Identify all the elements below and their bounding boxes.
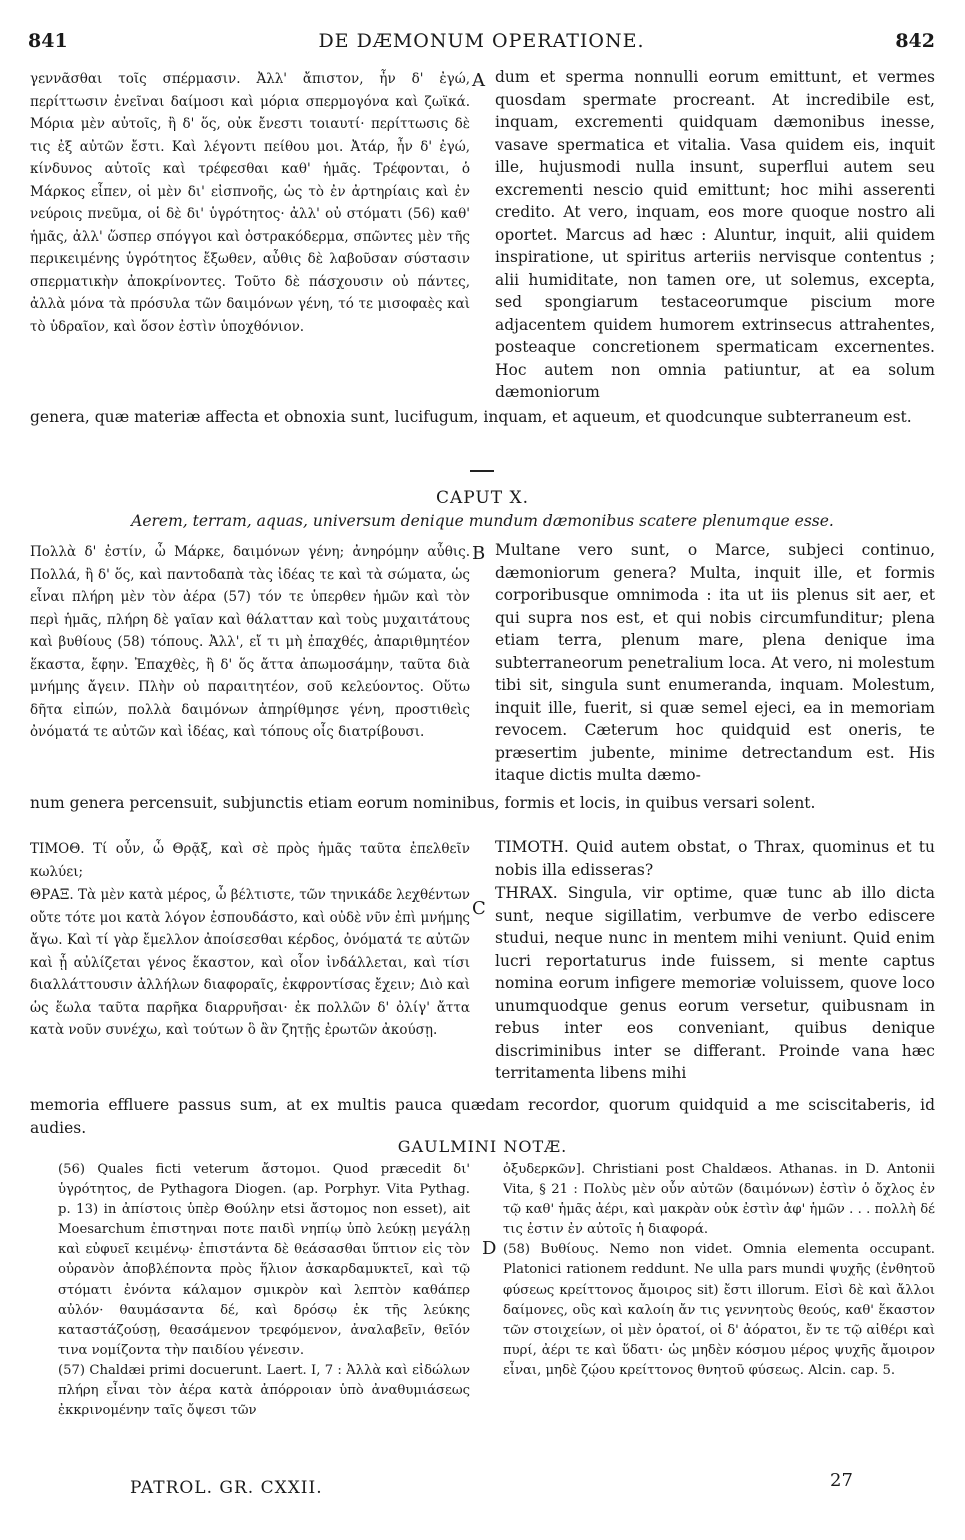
latin-text: dum et sperma nonnulli eorum emittunt, et vermes quosdam spermate procreant. At incredibile est, inquam, excrementi quidquam dæmonibus inesse, vasave spermatica et vitalia. Vasa quidem eis, inquit ille, hujusmodi nulla insunt, superflui autem seu excrementi nescio quid emittunt; hoc mihi asserenti credito. At vero, inquam, eos more quoque nostro ali oportet. Marcus ad hæc : Aluntur, inquit, alii quidem inspiratione, ut spiritus arteriis nervisque contentus ; alii humiditate, non tamen ore, ut solemus, excepta, sed spongiarum testaceorumque piscium more adjacentem quidem humorem extrinsecus attrahentes, posteaque concretionem spermaticam excernentes. Hoc autem non omnia patiuntur, at ea solum dæmoniorum [495,68,935,401]
greek-column-section-1 [30,68,470,428]
latin-full-width-section-2 [30,792,935,838]
greek-column-section-4 [30,884,470,1094]
footnote-57-continued: ὀξυδερκῶν]. Christiani post Chaldæos. Athanas. in D. Antonii Vita, § 21 : Πολὺς μὲν οὖν αὐτῶν (δαιμόνων) ἐστὶν ὁ ὄχλος ἐν τῷ καθ' ἡμᾶς ἀέρι, καὶ μακρὰν οὐκ ἐστὶν ἀφ' ἡμῶν . . . πολλὴ δέ τις ἐστιν ἐν αὐτοῖς ἡ διαφορά. [503,1162,935,1238]
latin-text-continued: genera, quæ materiæ affecta et obnoxia sunt, lucifugum, inquam, et aqueum, et quodcunque subterraneum est. [30,408,912,426]
running-title: DE DÆMONUM OPERATIONE. [318,30,645,52]
notes-heading: GAULMINI NOTÆ. [397,1137,568,1156]
greek-text: ΘΡΑΞ. Τὰ μὲν κατὰ μέρος, ὦ βέλτιστε, τῶν τηνικάδε λεχθέντων οὔτε τότε μοι κατὰ λόγον ἐσπουδάστο, καὶ οὐδὲ νῦν ἐπὶ μνήμης ἄγω. Καὶ τί γὰρ ἔμελλον ἀποίσεσθαι κέρδος, ὀνόματά τε αὐτῶν καὶ ᾗ αὐλίζεται γένος ἕκαστον, καὶ οἷον ἰνδάλλεται, καὶ τίσι διαλλάττουσιν ἀλλήλων διαφοραῖς, ἐκφροντίσας ἔχειν; Διὸ καὶ ὡς ἕωλα ταῦτα παρῆκα διαρρυῆσαι· ἐκ πολλῶν δ' ὀλίγ' ἄττα κατὰ νοῦν συνέχω, καὶ τούτων ὃ ἂν ζητῇς ἐρωτῶν ἀκούσῃ. [30,887,470,1038]
notes-right-column [503,1160,935,1460]
greek-text: γεννᾶσθαι τοῖς σπέρμασιν. Ἀλλ' ἄπιστον, ἦν δ' ἐγώ, περίττωσιν ἐνεῖναι δαίμοσι καὶ μόρια σπερμογόνα καὶ ζωϊκά. Μόρια μὲν αὐτοῖς, ἢ δ' ὅς, οὐκ ἔνεστι τοιαυτί· περίττωσις δὲ τις ἐξ αὐτῶν ἔστι. Καὶ λέγοντι πείθου μοι. Ἀτάρ, ἦν δ' ἐγώ, κίνδυνος αὐτοῖς καὶ τρέφεσθαι καθ' ἡμᾶς. Τρέφονται, ὁ Μάρκος εἶπεν, οἱ μὲν δι' εἰσπνοῆς, ὡς τὸ ἐν ἀρτηρίαις καὶ ἐν νεύροις πνεῦμα, οἱ δὲ δι' ὑγρότητος· ἀλλ' οὐ στόματι (56) καθ' ἡμᾶς, ἀλλ' ὥσπερ σπόγγοι καὶ ὀστρακόδερμα, σπῶντες μὲν τῆς περικειμένης ὑγρότητος ἔξωθεν, αὖθις δὲ λαβοῦσαν σύστασιν σπερματικὴν ἀποκρίνοντες. Τοῦτο δὲ πάσχουσιν οὐ πάντες, ἀλλὰ μόνα τὰ πρόσυλα τῶν δαιμόνων γένη, τό τε μισοφαὲς καὶ τὸ ὑδραῖον, καὶ ὅσον ἐστὶν ὑποχθόνιον. [30,71,470,335]
margin-marker-b: B [472,543,486,564]
footer-series-label: PATROL. GR. CXXII. [130,1478,323,1498]
running-header [28,30,935,60]
latin-full-width-section-1 [30,406,935,452]
page-number-right: 842 [895,30,935,52]
page-number-left: 841 [28,30,68,52]
latin-text: THRAX. Singula, vir optime, quæ tunc ab illo dicta sunt, neque sigillatim, verbumve de verbo ediscere studui, neque nunc in mentem mihi veniunt. Quid enim lucri reportaturus inde fuissem, si mente captus nomina eorum infigere memoriæ voluissem, quove loco unumquodque genus eorum versetur, quibusnam in rebus inter eos conveniant, quibus denique discriminibus inter se differant. Proinde vana hæc territamenta libens mihi [495,884,935,1082]
section-divider [470,470,494,472]
margin-marker-d: D [482,1238,497,1259]
latin-column-section-3 [495,836,935,882]
latin-text: Multane vero sunt, o Marce, subjeci continuo, dæmoniorum genera? Multa, inquit ille, et formis corporibusque omnimoda : ita ut iis plenus sit aer, et qui supra nos est, et qui nobis circumfunditur; plena etiam terra, plenum mare, plena denique ima subterraneorum penetralium loca. At vero, ni molestum tibi sit, singula sunt enumeranda, inquam. Molestum, inquit ille, fuerit, si quæ semel ejeci, ea in memoriam revocem. Cæterum hoc quidquid est oneris, te præsertim jubente, minime detrectandum est. His itaque dictis multa dæmo- [495,541,935,784]
latin-text: TIMOTH. Quid autem obstat, o Thrax, quominus et tu nobis illa edisseras? [495,838,935,879]
chapter-subtitle: Aerem, terram, aquas, universum denique mundum dæmonibus scatere plenumque esse. [131,512,834,530]
notes-left-column [58,1160,470,1460]
greek-column-section-3 [30,838,470,884]
margin-marker-a: A [472,70,485,91]
greek-text: Πολλὰ δ' ἐστίν, ὦ Μάρκε, δαιμόνων γένη; ἀνηρόμην αὖθις. Πολλά, ἢ δ' ὅς, καὶ παντοδαπὰ τὰς ἰδέας τε καὶ τὰ σώματα, ὡς εἶναι πλήρη μὲν τὸν ἀέρα (57) τόν τε ὑπερθεν ἡμῶν καὶ τὸν περὶ ἡμᾶς, πλήρη δὲ γαῖαν καὶ θάλατταν καὶ τοὺς μυχαιτάτους καὶ βυθίους (58) τόπους. Ἀλλ', εἴ τι μὴ ἐπαχθές, ἀπαριθμητέον ἕκαστα, ἔφην. Ἐπαχθὲς, ἢ δ' ὅς ἄττα ἀπωμοσάμην, ταῦτα διὰ μνήμης ἄγειν. Πλὴν οὐ παραιτητέον, σοῦ κελεύοντος. Οὕτω δῆτα εἰπών, πολλὰ δαιμόνων ἀπηρίθμησε γένη, προστιθεὶς ὀνόματά τε αὐτῶν καὶ ἰδέας, καὶ τόπους οἷς διατρίβουσι. [30,544,470,740]
latin-text-continued: memoria effluere passus sum, at ex multis pauca quædam recordor, quorum quidquid a me sciscitaberis, id audies. [30,1096,935,1137]
latin-column-section-4 [495,882,935,1092]
greek-text: ΤΙΜΟΘ. Τί οὖν, ὦ Θρᾷξ, καὶ σὲ πρὸς ἡμᾶς ταῦτα ἐπελθεῖν κωλύει; [30,841,470,880]
margin-marker-c: C [472,898,486,919]
latin-column-section-1 [495,66,935,406]
chapter-heading: CAPUT X. [436,488,529,508]
greek-column-section-2 [30,541,470,791]
footer-signature-number: 27 [830,1470,853,1491]
footnote-56: (56) Quales ficti veterum ἄστομοι. Quod præcedit δι' ὑγρότητος, de Pythagora Diogen. (ap. Porphyr. Vita Pythag. p. 13) in ἀπίστοις ὑπὲρ Θούλην etsi ἄστομος non esset), ait Moesarchum ἐπιστηναι ποτε παιδὶ νηπίῳ ὑπὸ λεύκῃ μεγάλῃ καὶ εὐφυεῖ κειμένῳ· ἐπιστάντα δὲ θεάσασθαι ὕπτιον εἰς τὸν οὐρανὸν ἀποβλέποντα πρὸς ἥλιον ἀσκαρδαμυκτεῖ, καὶ τῷ στόματι ἐνόντα κάλαμον σμικρὸν καὶ λεπτὸν καθάπερ αὐλόν· θαυμάσαντα δέ, καὶ δρόσῳ ἐκ τῆς λεύκης καταστάζούσῃ, θεασάμενον τρεφόμενον, ἀναλαβεῖν, θεῖόν τινα νομίζοντα τὴν παιδίου γένεσιν. [58,1162,470,1358]
latin-text-continued: num genera percensuit, subjunctis etiam eorum nominibus, formis et locis, in quibus versari solent. [30,794,816,812]
footnote-58: (58) Βυθίους. Nemo non videt. Omnia elementa occupant. Platonici rationem reddunt. Ne ulla pars mundi ψυχῆς (ἐνθητοῦ φύσεως κρείττονος ἄμοιρος sit) ἔστι illorum. Εἰσὶ δὲ καὶ ἄλλοι δαίμονες, οὓς καὶ καλοίη ἄν τις γεννητοὺς θεούς, καθ' ἕκαστον τῶν στοιχείων, οἱ μὲν ὁρατοί, οἱ δ' ἀόρατοι, ἔν τε τῷ αἰθέρι καὶ πυρί, ἀέρι τε καὶ ὕδατι· ὡς μηδὲν κόσμου μέρος ψυχῆς ἄμοιρον εἶναι, μηδὲ ζῴου κρείττονος θνητοῦ φύσεως. Alcin. cap. 5. [503,1242,935,1378]
latin-full-width-section-4 [30,1094,935,1140]
footnote-57: (57) Chaldæi primi docuerunt. Laert. I, 7 : Ἀλλὰ καὶ εἰδώλων πλήρη εἶναι τὸν ἀέρα κατὰ ἀπόρροιαν ὑπὸ ἀναθυμιάσεως ἐκκρινομένην ταῖς ὄψεσι τῶν [58,1362,470,1419]
latin-column-section-2 [495,539,935,789]
